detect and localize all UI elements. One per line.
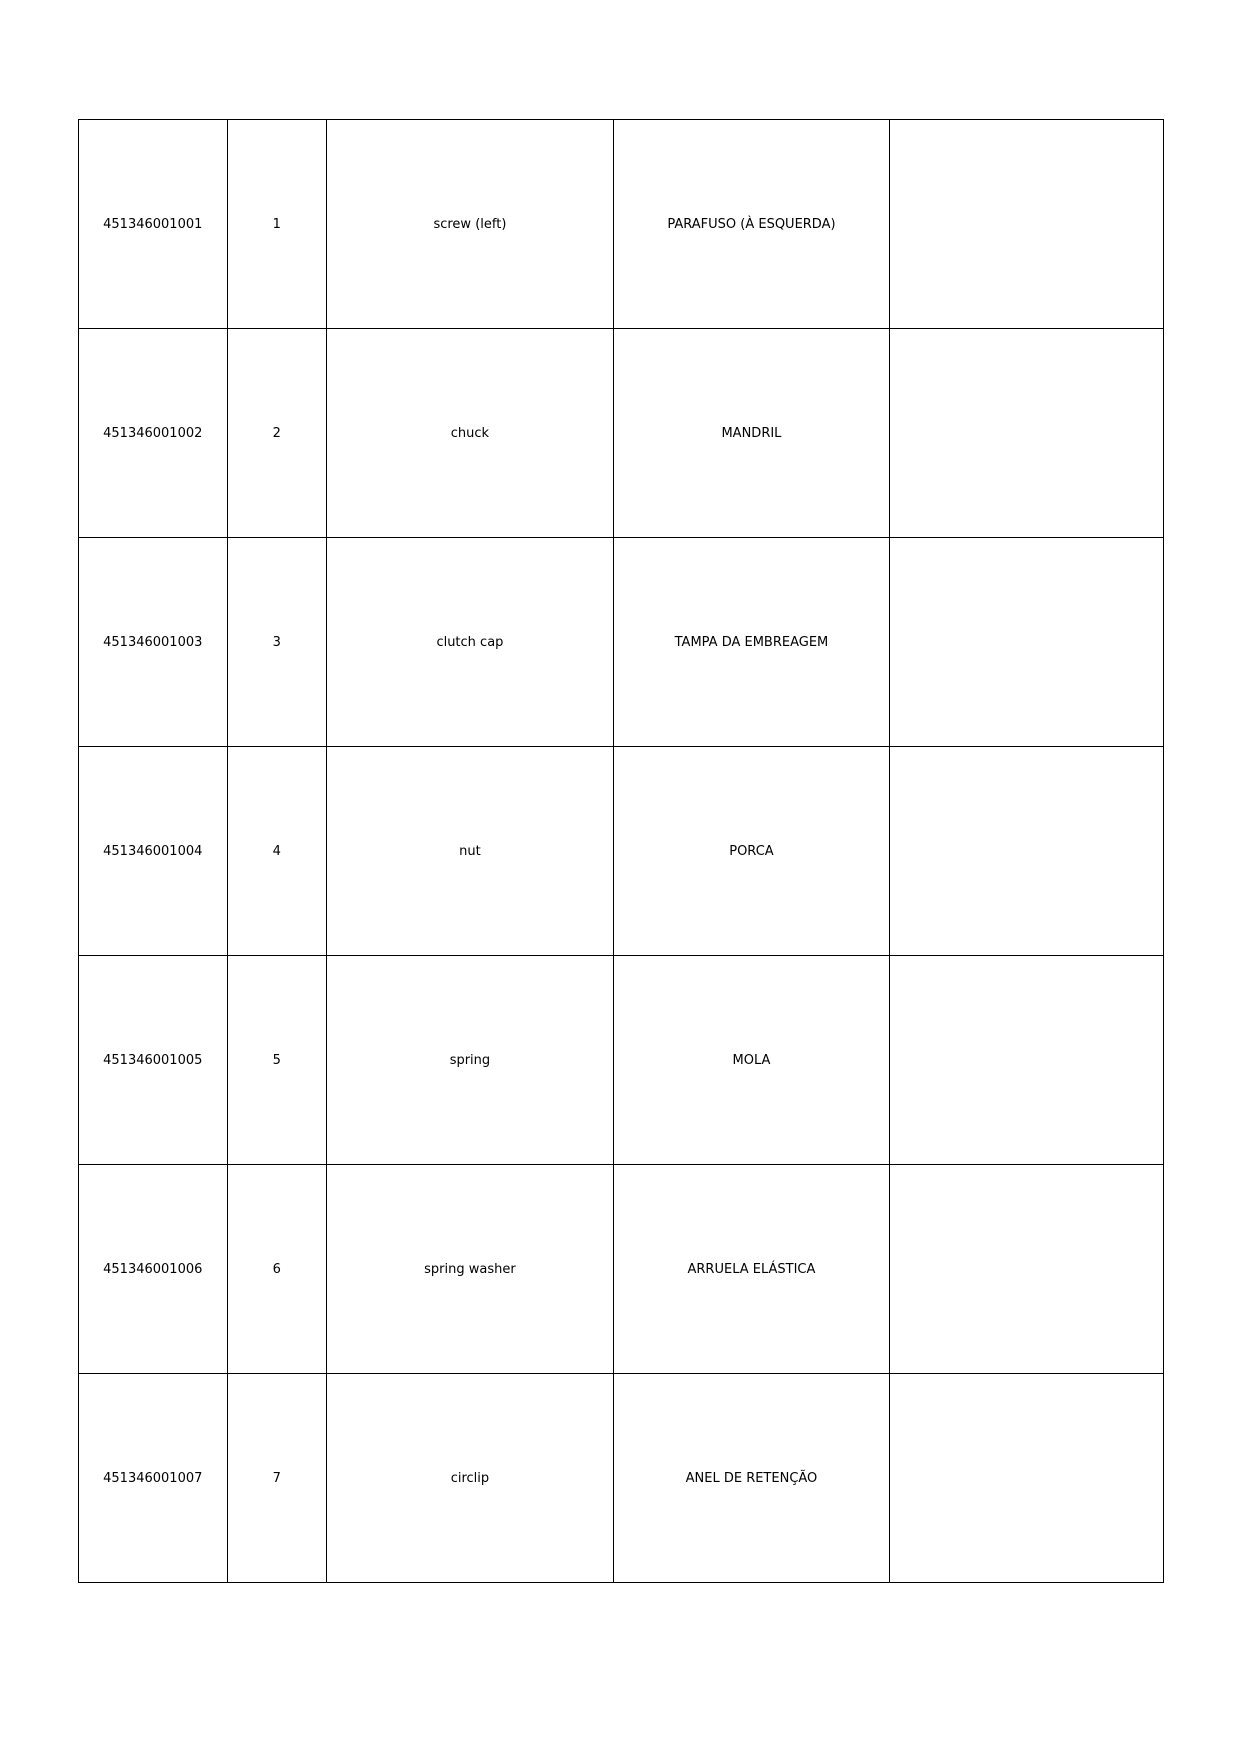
name-pt-cell: MANDRIL bbox=[613, 329, 889, 538]
name-pt-cell: PARAFUSO (À ESQUERDA) bbox=[613, 120, 889, 329]
part-number-cell: 451346001004 bbox=[79, 747, 228, 956]
name-en-cell: clutch cap bbox=[326, 538, 613, 747]
position-cell: 5 bbox=[227, 956, 326, 1165]
table-row bbox=[79, 329, 1164, 538]
name-pt-cell: PORCA bbox=[613, 747, 889, 956]
position-cell: 7 bbox=[227, 1374, 326, 1583]
table-row bbox=[79, 1374, 1164, 1583]
part-number-cell: 451346001005 bbox=[79, 956, 228, 1165]
table-row bbox=[79, 1165, 1164, 1374]
table-row bbox=[79, 120, 1164, 329]
table-row bbox=[79, 538, 1164, 747]
notes-cell bbox=[889, 538, 1163, 747]
name-en-cell: circlip bbox=[326, 1374, 613, 1583]
notes-cell bbox=[889, 956, 1163, 1165]
position-cell: 1 bbox=[227, 120, 326, 329]
part-number-cell: 451346001006 bbox=[79, 1165, 228, 1374]
position-cell: 6 bbox=[227, 1165, 326, 1374]
table-row bbox=[79, 747, 1164, 956]
part-number-cell: 451346001007 bbox=[79, 1374, 228, 1583]
position-cell: 3 bbox=[227, 538, 326, 747]
position-cell: 4 bbox=[227, 747, 326, 956]
name-en-cell: chuck bbox=[326, 329, 613, 538]
notes-cell bbox=[889, 1165, 1163, 1374]
name-pt-cell: MOLA bbox=[613, 956, 889, 1165]
notes-cell bbox=[889, 120, 1163, 329]
notes-cell bbox=[889, 1374, 1163, 1583]
name-en-cell: spring washer bbox=[326, 1165, 613, 1374]
notes-cell bbox=[889, 329, 1163, 538]
name-en-cell: nut bbox=[326, 747, 613, 956]
name-en-cell: spring bbox=[326, 956, 613, 1165]
parts-table-body bbox=[79, 120, 1164, 1583]
name-en-cell: screw (left) bbox=[326, 120, 613, 329]
part-number-cell: 451346001001 bbox=[79, 120, 228, 329]
part-number-cell: 451346001002 bbox=[79, 329, 228, 538]
position-cell: 2 bbox=[227, 329, 326, 538]
parts-table bbox=[78, 119, 1164, 1583]
notes-cell bbox=[889, 747, 1163, 956]
name-pt-cell: ANEL DE RETENÇÃO bbox=[613, 1374, 889, 1583]
name-pt-cell: TAMPA DA EMBREAGEM bbox=[613, 538, 889, 747]
table-row bbox=[79, 956, 1164, 1165]
part-number-cell: 451346001003 bbox=[79, 538, 228, 747]
name-pt-cell: ARRUELA ELÁSTICA bbox=[613, 1165, 889, 1374]
